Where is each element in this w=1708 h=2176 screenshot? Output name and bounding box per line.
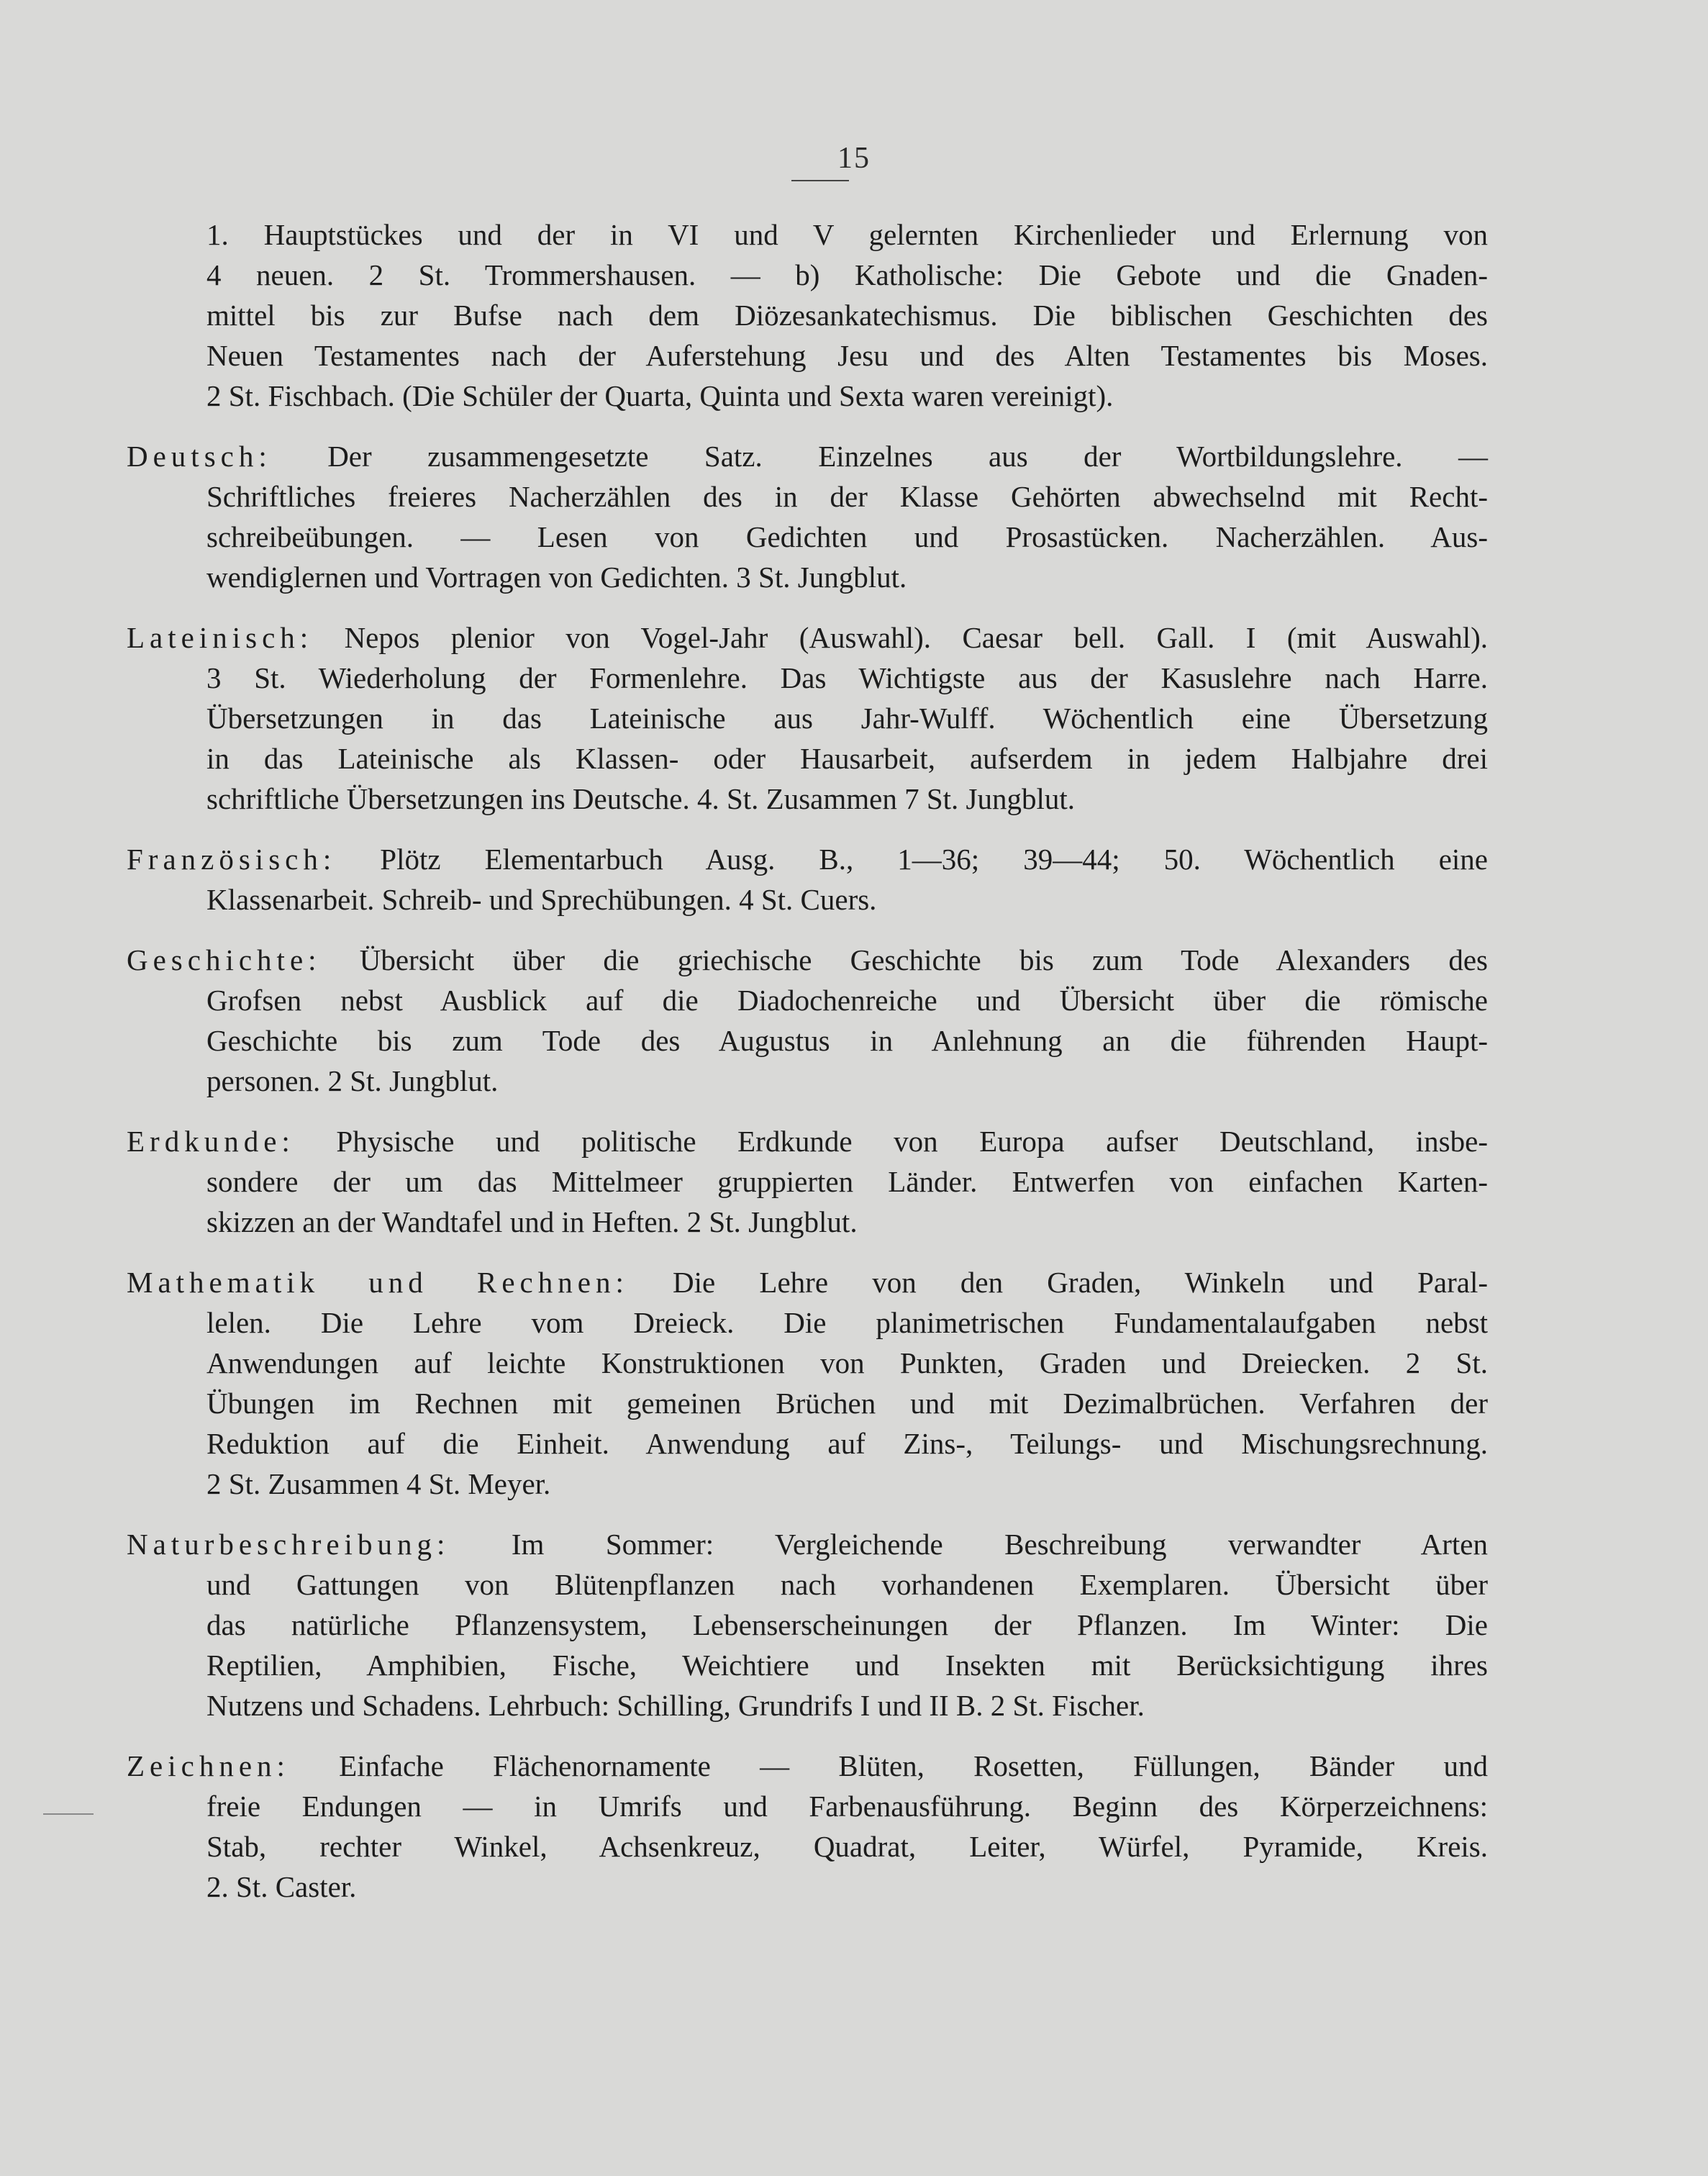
section-erdkunde bbox=[127, 1121, 1488, 1242]
text-line: Reptilien, Amphibien, Fische, Weichtiere und Insekten mit Berücksichtigung ihres bbox=[206, 1649, 1488, 1682]
text-line: Die Lehre von den Graden, Winkeln und Paral- bbox=[628, 1266, 1488, 1299]
text-line: Reduktion auf die Einheit. Anwendung auf Zins-, Teilungs- und Mischungsrechnung. bbox=[206, 1427, 1488, 1460]
text-line: Übersicht über die griechische Geschichte bis zum Tode Alexanders des bbox=[321, 943, 1488, 976]
text-line: Übungen im Rechnen mit gemeinen Brüchen und mit Dezimalbrüchen. Verfahren der bbox=[206, 1387, 1488, 1420]
section-franzoesisch bbox=[127, 839, 1488, 920]
text-line: Übersetzungen in das Lateinische aus Jahr-Wulff. Wöchentlich eine Übersetzung bbox=[206, 702, 1488, 735]
section-geschichte bbox=[127, 940, 1488, 1101]
text-line: Neuen Testamentes nach der Auferstehung Jesu und des Alten Testamentes bis Moses. bbox=[206, 339, 1488, 372]
text-line: 3 St. Wiederholung der Formenlehre. Das Wichtigste aus der Kasuslehre nach Harre. bbox=[206, 661, 1488, 694]
text-line: Schriftliches freieres Nacherzählen des in der Klasse Gehörten abwechselnd mit Recht- bbox=[206, 480, 1488, 513]
section-heading: Geschichte: bbox=[127, 943, 322, 976]
text-line: Plötz Elementarbuch Ausg. B., 1—36; 39—44; 50. Wöchentlich eine bbox=[336, 843, 1488, 876]
text-line: Nutzens und Schadens. Lehrbuch: Schilling, Grundrifs I und II B. 2 St. Fischer. bbox=[206, 1689, 1145, 1722]
text-line: freie Endungen — in Umrifs und Farbenausführung. Beginn des Körperzeichnens: bbox=[206, 1790, 1488, 1823]
text-line: in das Lateinische als Klassen- oder Hausarbeit, aufserdem in jedem Halbjahre drei bbox=[206, 742, 1488, 775]
text-line: Nepos plenior von Vogel-Jahr (Auswahl). Caesar bell. Gall. I (mit Auswahl). bbox=[313, 621, 1488, 654]
section-mathematik bbox=[127, 1262, 1488, 1504]
text-line: Anwendungen auf leichte Konstruktionen von Punkten, Graden und Dreiecken. 2 St. bbox=[206, 1346, 1488, 1379]
section-heading: Lateinisch: bbox=[127, 621, 314, 654]
text-line: wendiglernen und Vortragen von Gedichten. 3 St. Jungblut. bbox=[206, 561, 907, 594]
section-heading: Deutsch: bbox=[127, 440, 272, 473]
text-line: Im Sommer: Vergleichende Beschreibung verwandter Arten bbox=[450, 1528, 1488, 1561]
text-line: skizzen an der Wandtafel und in Heften. 2 St. Jungblut. bbox=[206, 1205, 858, 1238]
section-heading: Mathematik und Rechnen: bbox=[127, 1266, 629, 1299]
text-line: Stab, rechter Winkel, Achsenkreuz, Quadrat, Leiter, Würfel, Pyramide, Kreis. bbox=[206, 1830, 1488, 1863]
section-zeichnen bbox=[127, 1746, 1488, 1907]
text-line: Einfache Flächenornamente — Blüten, Rosetten, Füllungen, Bänder und bbox=[289, 1749, 1488, 1782]
text-line: Physische und politische Erdkunde von Europa aufser Deutschland, insbe- bbox=[294, 1125, 1488, 1158]
section-heading: Naturbeschreibung: bbox=[127, 1528, 450, 1561]
text-line: Grofsen nebst Ausblick auf die Diadochenreiche und Übersicht über die römische bbox=[206, 984, 1488, 1017]
text-line: 2 St. Zusammen 4 St. Meyer. bbox=[206, 1467, 551, 1500]
text-line: 4 neuen. 2 St. Trommershausen. — b) Katholische: Die Gebote und die Gnaden- bbox=[206, 258, 1488, 291]
page-body bbox=[127, 214, 1488, 1927]
section-deutsch bbox=[127, 436, 1488, 597]
text-line: personen. 2 St. Jungblut. bbox=[206, 1064, 499, 1097]
text-line: und Gattungen von Blütenpflanzen nach vorhandenen Exemplaren. Übersicht über bbox=[206, 1568, 1488, 1601]
section-heading: Erdkunde: bbox=[127, 1125, 295, 1158]
section-naturbeschreibung bbox=[127, 1524, 1488, 1726]
section-lateinisch bbox=[127, 617, 1488, 819]
section-heading: Französisch: bbox=[127, 843, 337, 876]
text-line: Der zusammengesetzte Satz. Einzelnes aus der Wortbildungslehre. — bbox=[271, 440, 1488, 473]
text-line: das natürliche Pflanzensystem, Lebenserscheinungen der Pflanzen. Im Winter: Die bbox=[206, 1608, 1488, 1641]
section-religion-continued bbox=[127, 214, 1488, 416]
text-line: schreibeübungen. — Lesen von Gedichten und Prosastücken. Nacherzählen. Aus- bbox=[206, 520, 1488, 553]
text-line: 2. St. Caster. bbox=[206, 1870, 357, 1903]
text-line: sondere der um das Mittelmeer gruppierten Länder. Entwerfen von einfachen Karten- bbox=[206, 1165, 1488, 1198]
text-line: Klassenarbeit. Schreib- und Sprechübungen. 4 St. Cuers. bbox=[206, 883, 877, 916]
text-line: Geschichte bis zum Tode des Augustus in Anlehnung an die führenden Haupt- bbox=[206, 1024, 1488, 1057]
text-line: schriftliche Übersetzungen ins Deutsche. 4. St. Zusammen 7 St. Jungblut. bbox=[206, 782, 1076, 815]
text-line: 1. Hauptstückes und der in VI und V gelernten Kirchenlieder und Erlernung von bbox=[206, 218, 1488, 251]
text-line: 2 St. Fischbach. (Die Schüler der Quarta, Quinta und Sexta waren vereinigt). bbox=[206, 379, 1114, 412]
text-line: mittel bis zur Bufse nach dem Diözesankatechismus. Die biblischen Geschichten des bbox=[206, 299, 1488, 332]
page-number-rule bbox=[791, 180, 849, 181]
page-number: 15 bbox=[837, 142, 871, 175]
margin-mark bbox=[43, 1813, 94, 1815]
section-heading: Zeichnen: bbox=[127, 1749, 290, 1782]
text-line: lelen. Die Lehre vom Dreieck. Die planimetrischen Fundamentalaufgaben nebst bbox=[206, 1306, 1488, 1339]
